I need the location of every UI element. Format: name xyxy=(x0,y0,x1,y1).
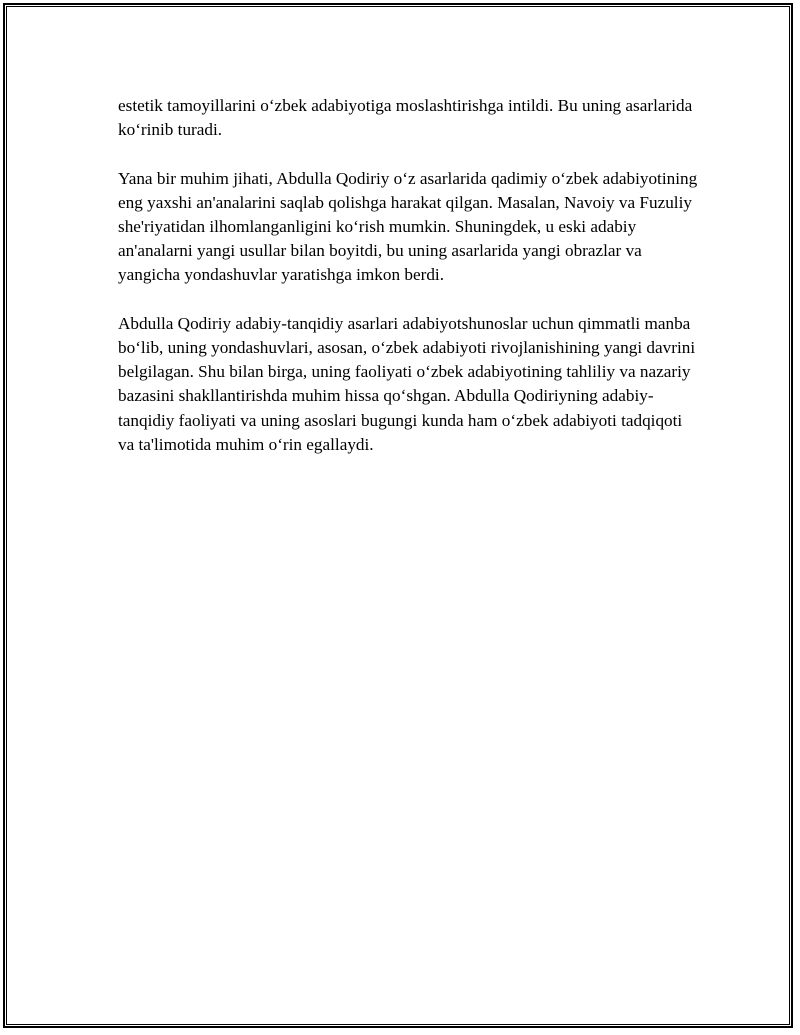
document-body xyxy=(118,94,698,481)
paragraph-2: Yana bir muhim jihati, Abdulla Qodiriy o‘z asarlarida qadimiy o‘zbek adabiyotining eng yaxshi an'analarini saqlab qolishga harakat qilgan. Masalan, Navoiy va Fuzuliy she'riyatidan ilhomlanganligini ko‘rish mumkin. Shuningdek, u eski adabiy an'analarni yangi usullar bilan boyitdi, bu uning asarlarida yangi obrazlar va yangicha yondashuvlar yaratishga imkon berdi. xyxy=(118,168,698,285)
paragraph-3: Abdulla Qodiriy adabiy-tanqidiy asarlari adabiyotshunoslar uchun qimmatli manba bo‘lib, uning yondashuvlari, asosan, o‘zbek adabiyoti rivojlanishining yangi davrini belgilagan. Shu bilan birga, uning faoliyati o‘zbek adabiyotining tahliliy va nazariy bazasini shakllantirishda muhim hissa qo‘shgan. Abdulla Qodiriyning adabiy-tanqidiy faoliyati va uning asoslari bugungi kunda ham o‘zbek adabiyoti tadqiqoti va ta'limotida muhim o‘rin egallaydi. xyxy=(118,313,696,454)
document-page xyxy=(3,3,793,1028)
paragraph-1: estetik tamoyillarini o‘zbek adabiyotiga moslashtirishga intildi. Bu uning asarlarida ko‘rinib turadi. xyxy=(118,96,693,140)
